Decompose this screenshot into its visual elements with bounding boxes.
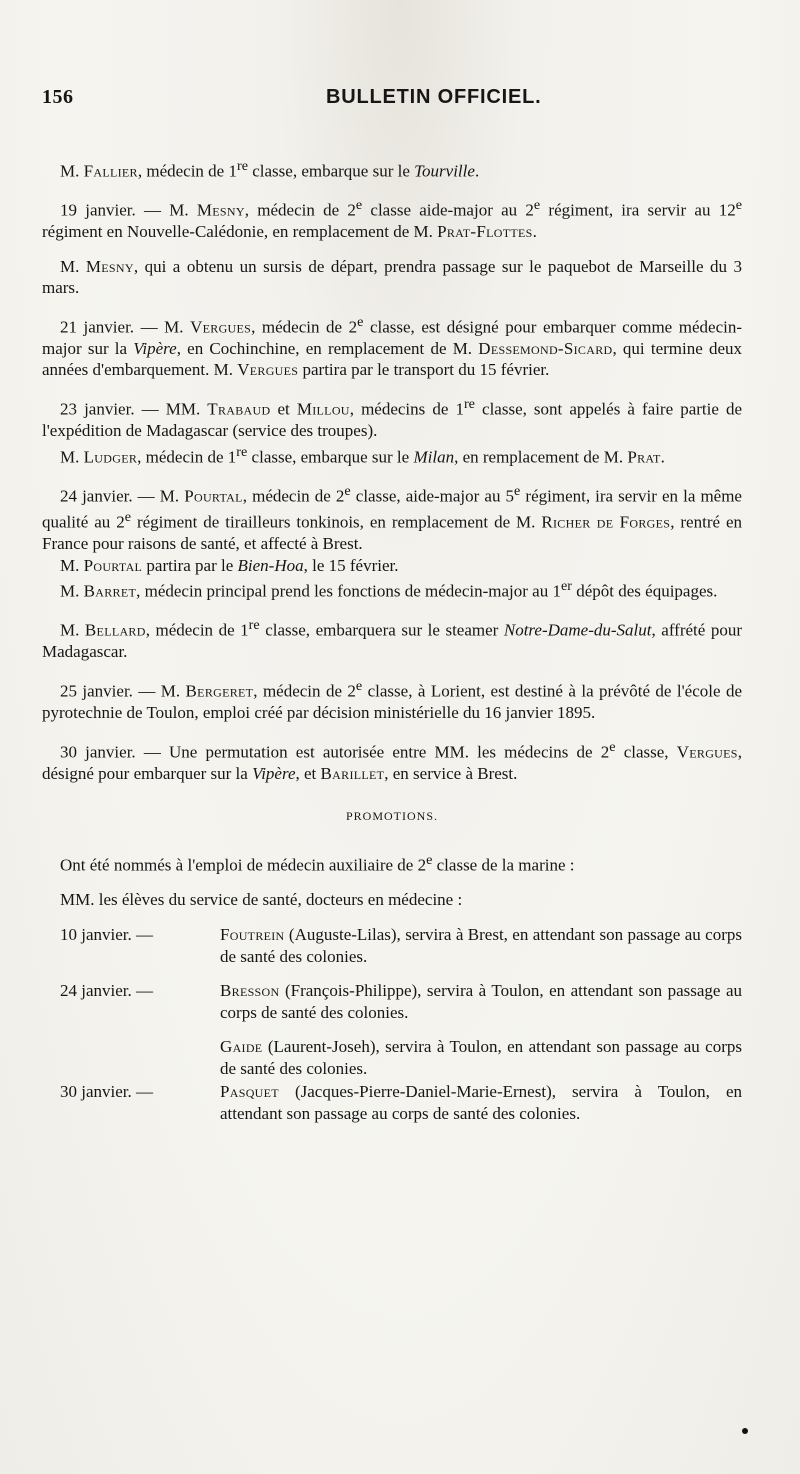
entry-date: 24 janvier. — xyxy=(60,981,154,1001)
page-number: 156 xyxy=(42,86,74,108)
person-name: Barillet xyxy=(320,763,385,783)
entry-jan24-c: M. Barret, médecin principal prend les fonctions de médecin-major au 1er dépôt des équipages. xyxy=(60,578,718,601)
entry-date: 10 janvier. — xyxy=(60,925,154,945)
person-name: Foutrein xyxy=(220,925,285,945)
person-name: Mesny xyxy=(85,256,134,276)
person-name: Vergues xyxy=(676,742,738,762)
ship-name: Vipère xyxy=(252,763,296,783)
entry-date xyxy=(42,1036,220,1079)
entry-jan25: 25 janvier. — M. Bergeret, médecin de 2e classe, à Lorient, est destiné à la prévôté de l'école de pyrotechnie de Toulon, emploi créé par décision ministérielle du 16 janvier 1895. xyxy=(42,677,742,723)
ship-name: Tourville xyxy=(414,161,475,181)
page-body xyxy=(42,156,742,1124)
entry-jan23-a: 23 janvier. — MM. Trabaud et Millou, médecins de 1re classe, sont appelés à faire partie de l'expédition de Madagascar (service des troupes). xyxy=(42,395,742,441)
promotions-intro: Ont été nommés à l'emploi de médecin auxiliaire de 2e classe de la marine : xyxy=(60,851,575,875)
person-name: Trabaud xyxy=(207,399,271,419)
entry-jan21: 21 janvier. — M. Vergues, médecin de 2e classe, est désigné pour embarquer comme médecin-major sur la Vipère, en Cochinchine, en remplacement de M. Dessemond-Sicard, qui termine deux années d'embarquement. M. Vergues partira par le transport du 15 février. xyxy=(42,313,742,380)
entry-jan24-a: 24 janvier. — M. Pourtal, médecin de 2e classe, aide-major au 5e régiment, ira servir en la même qualité au 2e régiment de tirailleurs tonkinois, en remplacement de M. Richer de Forges, rentré en France pour raisons de santé, et affecté à Brest. xyxy=(42,482,743,554)
ink-dot xyxy=(742,1428,748,1434)
person-name: Bergeret xyxy=(185,681,254,701)
promotion-item: 10 janvier. — Foutrein (Auguste-Lilas), servira à Brest, en attendant son passage au corps de santé des colonies. xyxy=(42,924,742,967)
entry-date: 30 janvier. — Une permutation est autorisée entre MM. les médecins de 2 xyxy=(60,742,610,762)
person-name: Pasquet xyxy=(220,1082,279,1102)
promotions-intro-2: MM. les élèves du service de santé, docteurs en médecine : xyxy=(60,889,463,909)
entry-jan23-b: M. Ludger, médecin de 1re classe, embarque sur le Milan, en remplacement de M. Prat. xyxy=(60,443,665,467)
promotion-item: 30 janvier. — Pasquet (Jacques-Pierre-Daniel-Marie-Ernest), servira à Toulon, en attendant son passage au corps de santé des colonies. xyxy=(42,1081,742,1124)
person-name: Pourtal xyxy=(184,486,243,506)
entry-date: 23 janvier. — MM. xyxy=(60,399,201,419)
section-title: PROMOTIONS. xyxy=(345,809,438,824)
entry-jan24-b: M. Pourtal partira par le Bien-Hoa, le 15 février. xyxy=(60,555,399,575)
entry-date: 21 janvier. — M. xyxy=(60,317,184,337)
ship-name: Vipère xyxy=(133,338,177,358)
entry-date: 19 janvier. — M. xyxy=(60,200,189,220)
ship-name: Notre-Dame-du-Salut xyxy=(503,620,652,640)
promotion-item: Gaide (Laurent-Joseh), servira à Toulon, en attendant son passage au corps de santé des colonies. xyxy=(42,1036,742,1079)
person-name: Pourtal xyxy=(83,555,143,575)
page-header xyxy=(40,86,760,116)
person-name: Ludger xyxy=(83,447,138,467)
person-name: Prat-Flottes xyxy=(437,222,533,242)
entry-jan19-b: M. Mesny, qui a obtenu un sursis de départ, prendra passage sur le paquebot de Marseille du 3 mars. xyxy=(42,256,742,298)
entry-date: 30 janvier. — xyxy=(60,1082,154,1102)
person-name: Vergues xyxy=(237,360,299,380)
person-name: Vergues xyxy=(190,317,252,337)
entry-jan24-d: M. Bellard, médecin de 1re classe, embarquera sur le steamer Notre-Dame-du-Salut, affrété pour Madagascar. xyxy=(42,617,742,662)
person-name: Barret xyxy=(83,581,137,601)
person-name: Bresson xyxy=(220,981,280,1001)
person-name: Bellard xyxy=(84,620,146,640)
entry-jan30: 30 janvier. — Une permutation est autorisée entre MM. les médecins de 2e classe, Vergues, désigné pour embarquer sur la Vipère, et Barillet, en service à Brest. xyxy=(42,738,742,783)
person-name: Dessemond-Sicard xyxy=(478,338,613,358)
person-name: Millou xyxy=(296,399,350,419)
entry-jan19-a: 19 janvier. — M. Mesny, médecin de 2e classe aide-major au 2e régiment, ira servir au 12e régiment en Nouvelle-Calédonie, en remplacement de M. Prat-Flottes. xyxy=(42,197,742,242)
entry-fallier: M. Fallier, médecin de 1re classe, embarque sur le Tourville. xyxy=(60,158,480,181)
ship-name: Bien-Hoa xyxy=(237,555,304,575)
promotion-item: 24 janvier. — Bresson (François-Philippe), servira à Toulon, en attendant son passage au corps de santé des colonies. xyxy=(42,980,742,1023)
entry-date: 24 janvier. — M. xyxy=(60,486,180,506)
running-title: BULLETIN OFFICIEL. xyxy=(326,86,542,108)
person-name: Prat xyxy=(627,447,661,467)
person-name: Mesny xyxy=(196,200,245,220)
entry-date: 25 janvier. — M. xyxy=(60,681,181,701)
person-name: Fallier xyxy=(83,161,138,181)
ship-name: Milan xyxy=(413,447,455,467)
person-name: Gaide xyxy=(220,1037,263,1057)
person-name: Richer de Forges xyxy=(541,512,671,532)
